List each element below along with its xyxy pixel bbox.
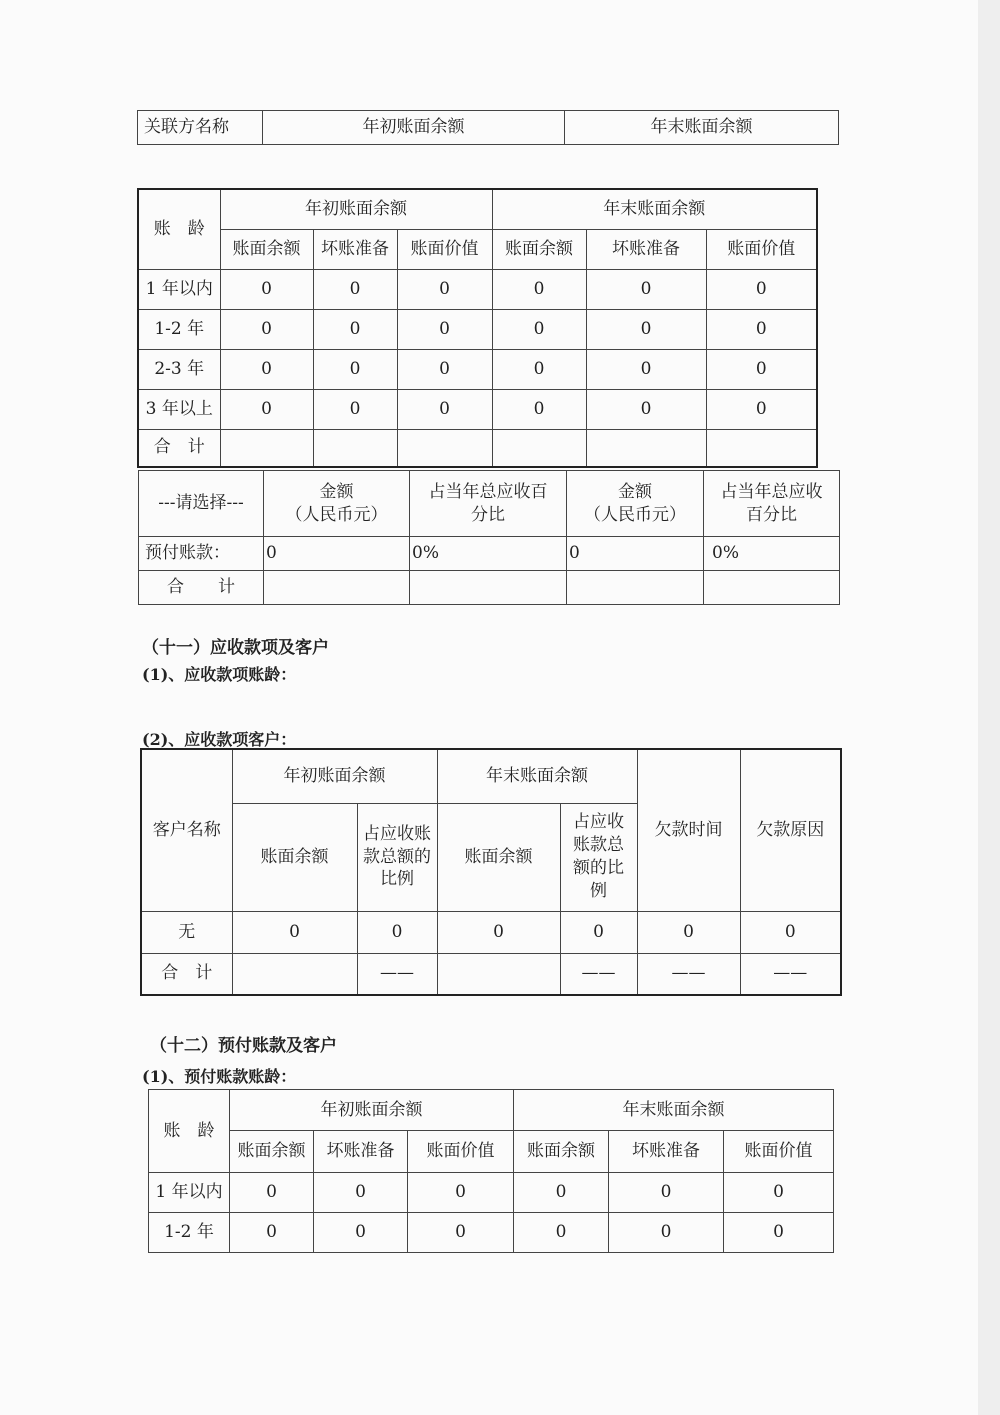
- cell: 0: [706, 389, 817, 429]
- cell: [397, 429, 492, 467]
- cell: 0: [514, 1173, 609, 1213]
- end-balance-header: 年末账面余额: [565, 111, 839, 145]
- cell: 0: [314, 1213, 408, 1253]
- sub-header: 账面余额: [492, 229, 586, 269]
- cell: [492, 429, 586, 467]
- cell: [704, 571, 840, 605]
- cell: 0: [232, 911, 357, 953]
- table-row: [141, 911, 841, 953]
- end-balance-header: 年末账面余额: [492, 189, 817, 229]
- cell: 0: [586, 309, 706, 349]
- cell: 0: [586, 389, 706, 429]
- overdue-time-header: 欠款时间: [637, 749, 740, 911]
- total-row: [138, 429, 817, 467]
- row-label: 预付账款：: [139, 537, 264, 571]
- prepayment-summary-table: [138, 470, 840, 605]
- cell: ——: [637, 953, 740, 995]
- cell: [437, 953, 560, 995]
- row-label: 3 年以上: [138, 389, 220, 429]
- related-party-name-header: 关联方名称: [138, 111, 263, 145]
- sub-header: 坏账准备: [313, 229, 397, 269]
- cell: 0: [706, 309, 817, 349]
- cell: [220, 429, 313, 467]
- section-11-sub2: (2)、应收款项客户：: [142, 730, 297, 749]
- cell: 0: [230, 1173, 314, 1213]
- end-balance-header: 年末账面余额: [437, 749, 637, 803]
- cell: ——: [560, 953, 637, 995]
- cell: 0%: [704, 537, 840, 571]
- row-label: 1 年以内: [149, 1173, 230, 1213]
- section-12-title: （十二）预付账款及客户: [150, 1036, 337, 1056]
- cell: [567, 571, 704, 605]
- cell: 0: [397, 309, 492, 349]
- table-row: [138, 269, 817, 309]
- cell: 0: [397, 269, 492, 309]
- cell: 0: [357, 911, 437, 953]
- cell: 0: [220, 349, 313, 389]
- cell: 0: [567, 537, 704, 571]
- cell: 0: [706, 349, 817, 389]
- cell: 0: [313, 389, 397, 429]
- sub-header: 占应收账 款总额的 比例: [357, 803, 437, 911]
- cell: [706, 429, 817, 467]
- table-row: [138, 349, 817, 389]
- cell: [410, 571, 567, 605]
- cell: 0: [514, 1213, 609, 1253]
- cell: 0: [724, 1173, 834, 1213]
- sub-header: 坏账准备: [314, 1131, 408, 1173]
- table-row: [138, 309, 817, 349]
- row-label: 1 年以内: [138, 269, 220, 309]
- cell: 0: [706, 269, 817, 309]
- sub-header: 账面价值: [408, 1131, 514, 1173]
- cell: 0: [560, 911, 637, 953]
- cell: 无: [141, 911, 232, 953]
- sub-header: 账面余额: [232, 803, 357, 911]
- amount-header: 金额 （人民币元）: [264, 471, 410, 537]
- cell: 0: [637, 911, 740, 953]
- prepayment-aging-table: [148, 1089, 834, 1253]
- cell: 0: [740, 911, 841, 953]
- select-placeholder[interactable]: ---请选择---: [139, 471, 264, 537]
- cell: 0: [408, 1173, 514, 1213]
- cell: [264, 571, 410, 605]
- cell: 0: [397, 389, 492, 429]
- section-11-title: （十一）应收款项及客户: [142, 638, 329, 658]
- cell: 0: [586, 269, 706, 309]
- cell: 0: [313, 269, 397, 309]
- table-row: [138, 389, 817, 429]
- begin-balance-header: 年初账面余额: [220, 189, 492, 229]
- cell: [586, 429, 706, 467]
- begin-balance-header: 年初账面余额: [230, 1090, 514, 1131]
- customer-name-header: 客户名称: [141, 749, 232, 911]
- sub-header: 账面余额: [230, 1131, 314, 1173]
- total-label: 合 计: [141, 953, 232, 995]
- cell: 0: [492, 269, 586, 309]
- sub-header: 账面价值: [397, 229, 492, 269]
- row-label: 1-2 年: [149, 1213, 230, 1253]
- aging-header: 账 龄: [138, 189, 220, 269]
- overdue-reason-header: 欠款原因: [740, 749, 841, 911]
- aging-header: 账 龄: [149, 1090, 230, 1173]
- sub-header: 账面价值: [706, 229, 817, 269]
- sub-header: 账面价值: [724, 1131, 834, 1173]
- cell: [232, 953, 357, 995]
- total-label: 合 计: [138, 429, 220, 467]
- page-edge-strip: [978, 0, 1000, 1415]
- table-row: [149, 1173, 834, 1213]
- cell: 0: [724, 1213, 834, 1253]
- sub-header: 账面余额: [437, 803, 560, 911]
- cell: 0: [586, 349, 706, 389]
- table-row: [139, 537, 840, 571]
- cell: 0: [220, 389, 313, 429]
- cell: 0: [492, 349, 586, 389]
- cell: 0: [220, 309, 313, 349]
- cell: ——: [357, 953, 437, 995]
- cell: 0: [314, 1173, 408, 1213]
- cell: 0%: [410, 537, 567, 571]
- begin-balance-header: 年初账面余额: [263, 111, 565, 145]
- cell: 0: [492, 389, 586, 429]
- related-party-table: [137, 110, 839, 145]
- cell: 0: [313, 309, 397, 349]
- total-row: [139, 571, 840, 605]
- cell: 0: [408, 1213, 514, 1253]
- row-label: 1-2 年: [138, 309, 220, 349]
- aging-table: [137, 188, 818, 468]
- cell: [313, 429, 397, 467]
- cell: 0: [220, 269, 313, 309]
- percent-header: 占当年总应收 百分比: [704, 471, 840, 537]
- sub-header: 账面余额: [514, 1131, 609, 1173]
- amount-header: 金额 （人民币元）: [567, 471, 704, 537]
- cell: 0: [264, 537, 410, 571]
- cell: 0: [397, 349, 492, 389]
- cell: 0: [230, 1213, 314, 1253]
- end-balance-header: 年末账面余额: [514, 1090, 834, 1131]
- section-12-sub1: (1)、预付账款账龄：: [142, 1067, 297, 1086]
- total-row: [141, 953, 841, 995]
- receivable-customer-table: [140, 748, 842, 996]
- sub-header: 坏账准备: [609, 1131, 724, 1173]
- sub-header: 占应收 账款总 额的比 例: [560, 803, 637, 911]
- begin-balance-header: 年初账面余额: [232, 749, 437, 803]
- cell: 0: [492, 309, 586, 349]
- row-label: 2-3 年: [138, 349, 220, 389]
- cell: 0: [313, 349, 397, 389]
- cell: 0: [437, 911, 560, 953]
- sub-header: 账面余额: [220, 229, 313, 269]
- cell: 0: [609, 1213, 724, 1253]
- sub-header: 坏账准备: [586, 229, 706, 269]
- table-row: [149, 1213, 834, 1253]
- total-label: 合 计: [139, 571, 264, 605]
- section-11-sub1: (1)、应收款项账龄：: [142, 665, 297, 684]
- percent-header: 占当年总应收百 分比: [410, 471, 567, 537]
- cell: 0: [609, 1173, 724, 1213]
- cell: ——: [740, 953, 841, 995]
